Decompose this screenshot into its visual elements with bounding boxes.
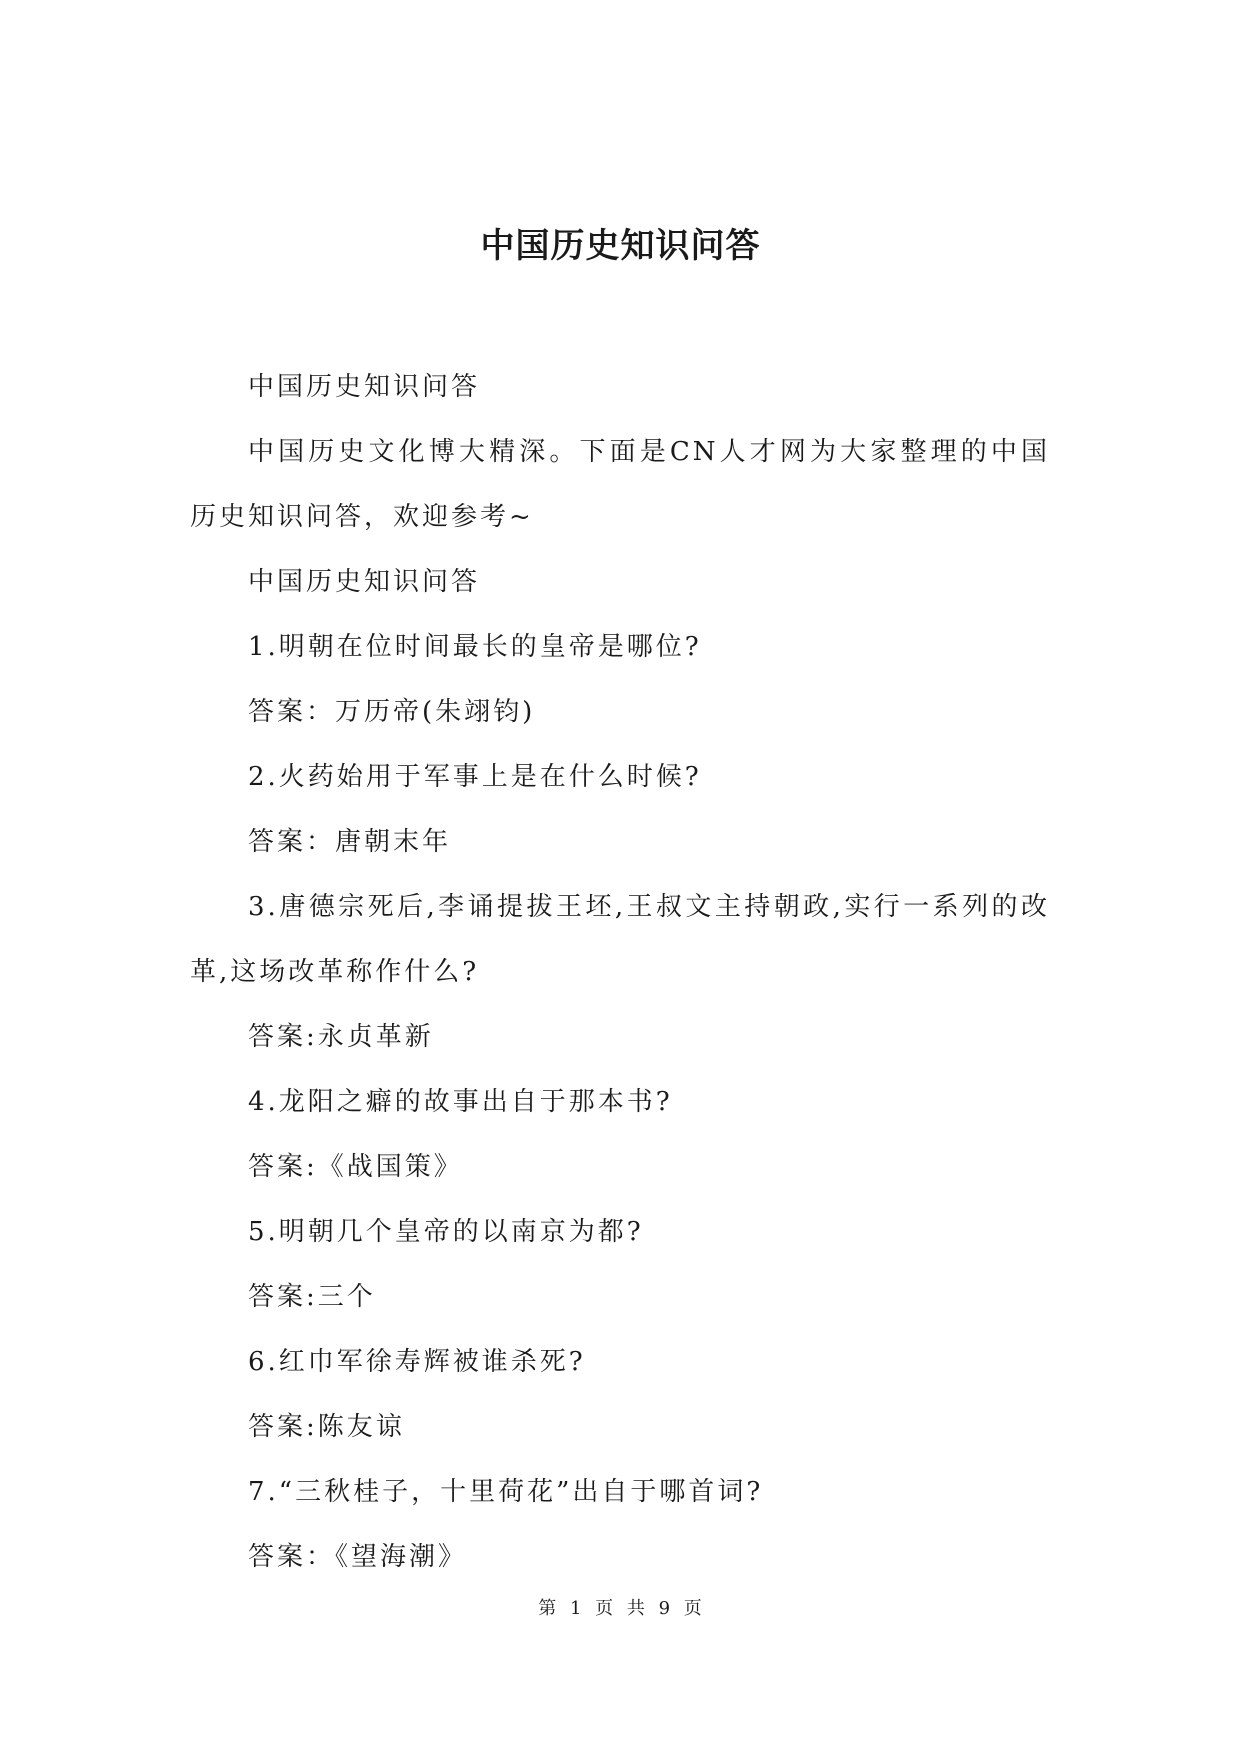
- question: 7.“三秋桂子，十里荷花”出自于哪首词?: [248, 1477, 764, 1507]
- paragraph: 中国历史知识问答: [248, 567, 481, 597]
- question: 5.明朝几个皇帝的以南京为都?: [248, 1217, 644, 1247]
- document-body: [190, 355, 1050, 1590]
- answer: 答案：唐朝末年: [248, 827, 452, 857]
- paragraph: 中国历史文化博大精深。下面是CN人才网为大家整理的中国历史知识问答，欢迎参考~: [190, 437, 1050, 532]
- answer: 答案:永贞革新: [248, 1022, 434, 1052]
- question: 6.红巾军徐寿辉被谁杀死?: [248, 1347, 586, 1377]
- answer: 答案:三个: [248, 1282, 376, 1312]
- question: 3.唐德宗死后,李诵提拔王坯,王叔文主持朝政,实行一系列的改革,这场改革称作什么?: [190, 892, 1050, 987]
- question: 4.龙阳之癖的故事出自于那本书?: [248, 1087, 673, 1117]
- answer: 答案:《战国策》: [248, 1152, 463, 1182]
- answer: 答案:陈友谅: [248, 1412, 405, 1442]
- answer: 答案：万历帝(朱翊钧): [248, 697, 536, 727]
- question: 2.火药始用于军事上是在什么时候?: [248, 762, 702, 792]
- document-title: 中国历史知识问答: [480, 226, 761, 266]
- page-number-footer: 第 1 页 共 9 页: [538, 1598, 703, 1619]
- paragraph: 中国历史知识问答: [248, 372, 481, 402]
- question: 1.明朝在位时间最长的皇帝是哪位?: [248, 632, 702, 662]
- answer: 答案：《望海潮》: [248, 1542, 468, 1572]
